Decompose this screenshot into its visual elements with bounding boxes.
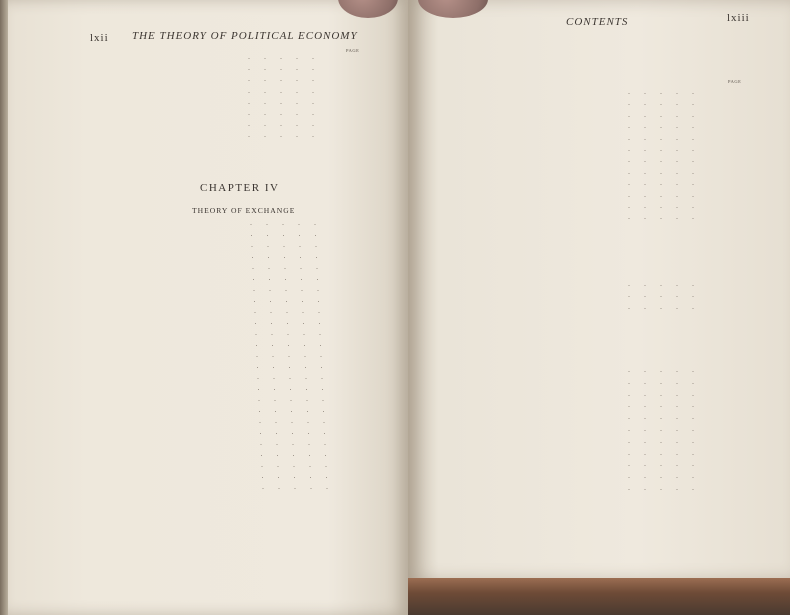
leader-dots: . . . . . [253, 284, 325, 293]
leader-dots: . . . . . [628, 290, 700, 300]
leader-dots: . . . . . [628, 178, 700, 188]
leader-dots: . . . . . [254, 306, 326, 315]
leader-dots: . . . . . [628, 365, 700, 374]
leader-dots: . . . . . [248, 108, 320, 117]
leader-dots: . . . . . [628, 471, 700, 481]
leader-dots: . . . . . [260, 449, 333, 458]
leader-dots: . . . . . [628, 212, 700, 222]
leader-dots: . . . . . [248, 130, 320, 140]
right-running-title: CONTENTS [566, 16, 629, 28]
leader-dots: . . . . . [255, 339, 328, 348]
right-page [408, 0, 790, 580]
leader-dots: . . . . . [256, 361, 329, 370]
leader-dots: . . . . . [251, 251, 324, 260]
leader-dots: . . . . . [251, 240, 323, 249]
leader-dots: . . . . . [258, 405, 331, 414]
right-page-label: PAGE [728, 79, 742, 84]
leader-dots: . . . . . [628, 424, 700, 433]
leader-dots: . . . . . [628, 388, 700, 398]
left-running-title: THE THEORY OF POLITICAL ECONOMY [132, 30, 358, 42]
leader-dots: . . . . . [248, 96, 320, 106]
leader-dots: . . . . . [248, 74, 320, 84]
leader-dots: . . . . . [260, 438, 332, 447]
leader-dots: . . . . . [257, 372, 329, 381]
leader-dots: . . . . . [256, 350, 328, 359]
leader-dots: . . . . . [258, 394, 330, 403]
leader-dots: . . . . . [261, 460, 333, 469]
leader-dots: . . . . . [628, 483, 700, 492]
leader-dots: . . . . . [254, 317, 327, 326]
leader-dots: . . . . . [628, 376, 700, 386]
leader-dots: . . . . . [628, 400, 700, 410]
leader-dots: . . . . . [628, 87, 700, 96]
leader-dots: . . . . . [257, 383, 330, 392]
leader-dots: . . . . . [628, 435, 700, 445]
chapter-iv-subtitle: THEORY OF EXCHANGE [192, 206, 296, 215]
leader-dots: . . . . . [248, 63, 320, 73]
leader-dots: . . . . . [252, 273, 325, 282]
leader-dots: . . . . . [628, 132, 700, 142]
leader-dots: . . . . . [261, 471, 334, 480]
leader-dots: . . . . . [262, 482, 334, 491]
book-bottom-edge [408, 578, 790, 615]
leader-dots: . . . . . [628, 459, 700, 469]
leader-dots: . . . . . [259, 416, 331, 425]
leader-dots: . . . . . [252, 262, 324, 271]
leader-dots: . . . . . [248, 119, 320, 129]
leader-dots: . . . . . [628, 189, 700, 199]
leader-dots: . . . . . [628, 155, 700, 165]
leader-dots: . . . . . [255, 328, 327, 337]
leader-dots: . . . . . [250, 229, 323, 238]
leader-dots: . . . . . [628, 301, 700, 311]
leader-dots: . . . . . [248, 85, 320, 95]
leader-dots: . . . . . [628, 109, 700, 119]
leader-dots: . . . . . [628, 412, 700, 422]
leader-dots: . . . . . [628, 144, 700, 153]
left-page-number: lxii [90, 32, 109, 44]
leader-dots: . . . . . [628, 279, 700, 288]
leader-dots: . . . . . [250, 218, 322, 227]
leader-dots: . . . . . [628, 201, 700, 210]
leader-dots: . . . . . [248, 52, 320, 61]
left-page [8, 0, 408, 615]
leader-dots: . . . . . [259, 427, 332, 436]
leader-dots: . . . . . [253, 295, 326, 304]
right-page-number: lxiii [727, 12, 750, 24]
left-page-label: PAGE [346, 48, 360, 53]
leader-dots: . . . . . [628, 121, 700, 131]
chapter-iv-heading: CHAPTER IV [200, 182, 280, 194]
leader-dots: . . . . . [628, 166, 700, 176]
leader-dots: . . . . . [628, 98, 700, 108]
leader-dots: . . . . . [628, 447, 700, 457]
